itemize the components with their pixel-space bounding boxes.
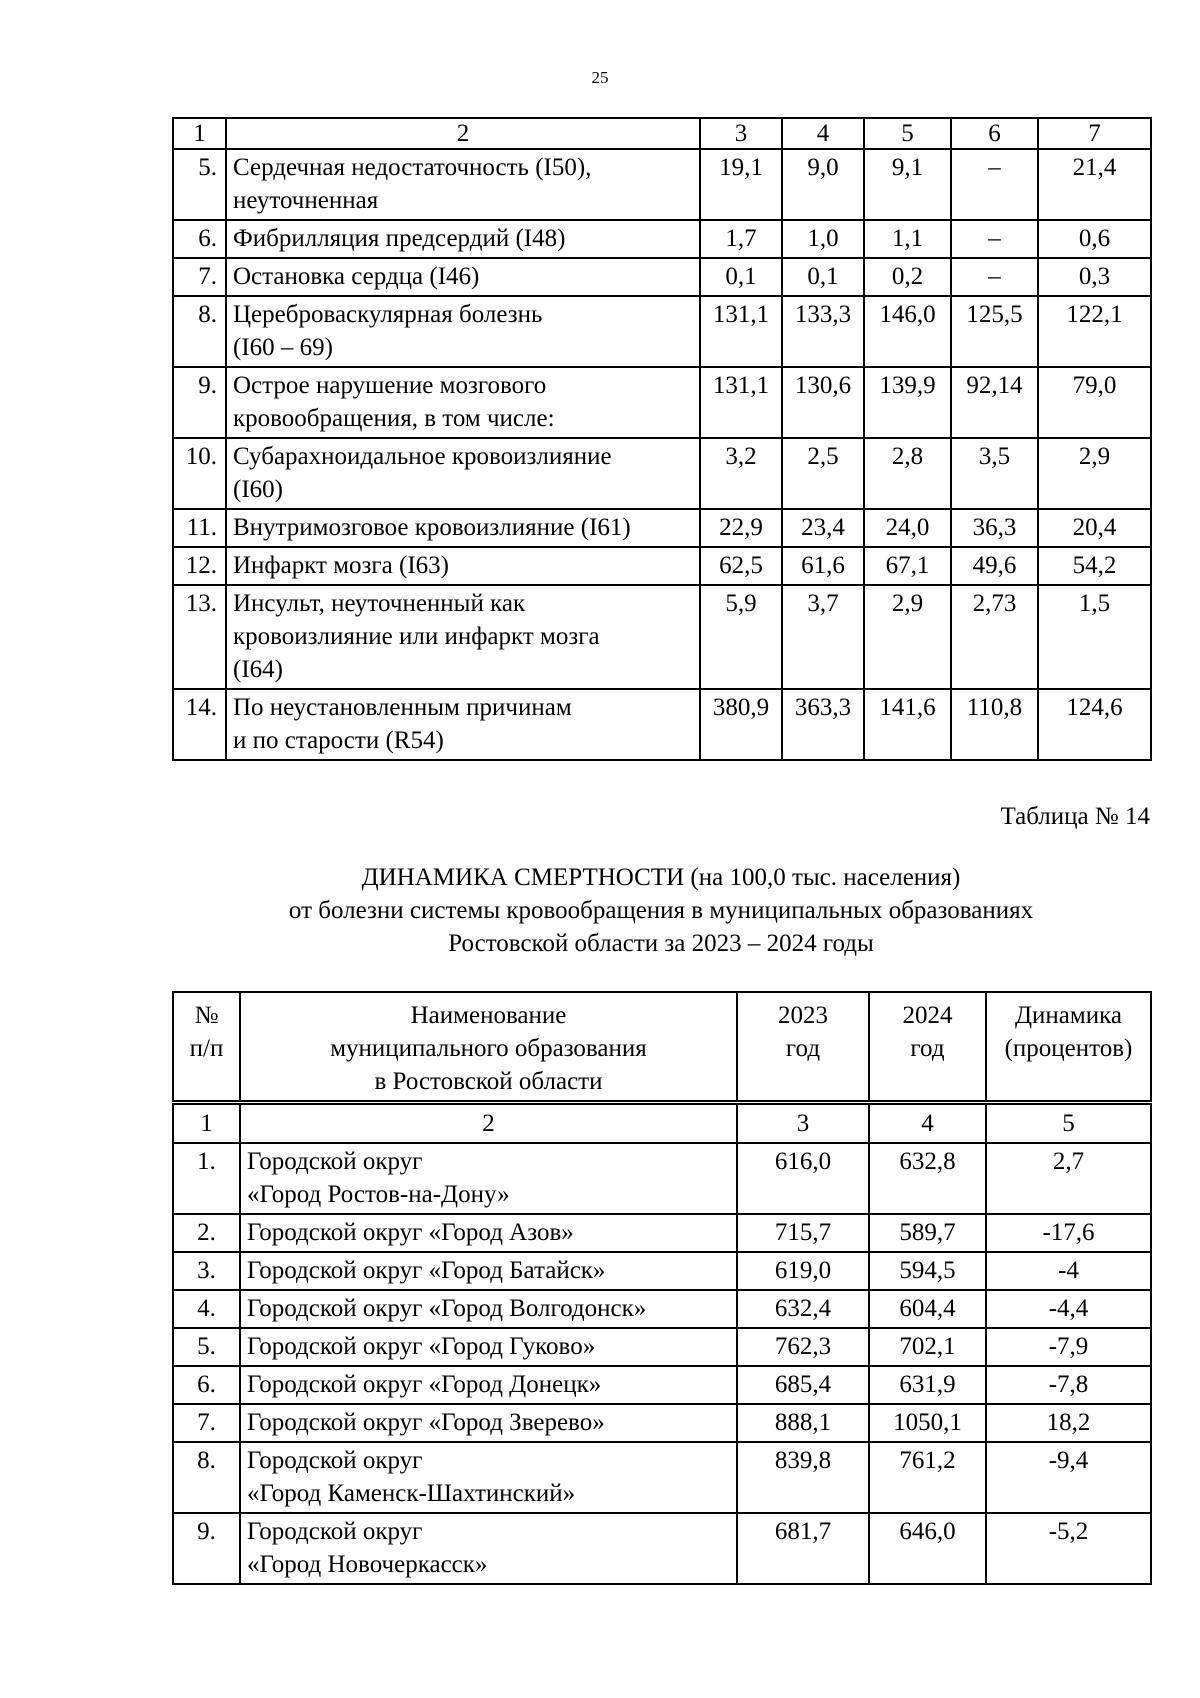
header-year-2023: 2023 год (737, 992, 869, 1103)
value-2023: 681,7 (737, 1513, 869, 1584)
table-row (173, 1252, 1151, 1290)
column-number-row (173, 118, 1151, 149)
value-cell: 9,0 (782, 149, 864, 220)
value-cell: 363,3 (782, 689, 864, 760)
value-cell: 20,4 (1038, 509, 1151, 547)
column-number: 2 (240, 1103, 737, 1144)
mortality-dynamics-table-body (173, 992, 1151, 1584)
value-2024: 761,2 (869, 1442, 986, 1513)
value-cell: 0,6 (1038, 220, 1151, 258)
dynamics-value: -7,8 (986, 1366, 1151, 1404)
table-row (173, 1442, 1151, 1513)
value-2024: 646,0 (869, 1513, 986, 1584)
table-row (173, 367, 1151, 438)
municipality-name: Городской округ «Город Ростов-на-Дону» (240, 1143, 737, 1214)
row-number: 5. (173, 1328, 240, 1366)
value-cell: 131,1 (700, 296, 782, 367)
table-row (173, 438, 1151, 509)
cause-name: Сердечная недостаточность (I50), неуточненная (226, 149, 700, 220)
row-number: 5. (173, 149, 226, 220)
value-cell: 49,6 (951, 547, 1038, 585)
value-cell: 2,8 (864, 438, 951, 509)
table-row (173, 149, 1151, 220)
column-number: 5 (986, 1103, 1151, 1144)
value-cell: 22,9 (700, 509, 782, 547)
value-cell: 3,2 (700, 438, 782, 509)
value-cell: 62,5 (700, 547, 782, 585)
header-municipality: Наименование муниципального образования в Ростовской области (240, 992, 737, 1103)
dynamics-value: 18,2 (986, 1404, 1151, 1442)
column-number: 1 (173, 1103, 240, 1144)
table-row (173, 1143, 1151, 1214)
table-row (173, 585, 1151, 689)
value-cell: 21,4 (1038, 149, 1151, 220)
cause-name: Внутримозговое кровоизлияние (I61) (226, 509, 700, 547)
value-2023: 762,3 (737, 1328, 869, 1366)
value-cell: 0,1 (700, 258, 782, 296)
cause-name: Остановка сердца (I46) (226, 258, 700, 296)
table-row (173, 296, 1151, 367)
header-number: № п/п (173, 992, 240, 1103)
mortality-dynamics-table (172, 991, 1152, 1585)
cause-name: Инфаркт мозга (I63) (226, 547, 700, 585)
value-cell: 5,9 (700, 585, 782, 689)
cause-name: Фибрилляция предсердий (I48) (226, 220, 700, 258)
value-2023: 685,4 (737, 1366, 869, 1404)
table-caption: Таблица № 14 (1000, 803, 1150, 830)
value-2024: 594,5 (869, 1252, 986, 1290)
value-cell: – (951, 220, 1038, 258)
dynamics-value: -7,9 (986, 1328, 1151, 1366)
value-cell: 133,3 (782, 296, 864, 367)
value-cell: 2,9 (864, 585, 951, 689)
column-number: 2 (226, 118, 700, 149)
table-row (173, 1404, 1151, 1442)
row-number: 7. (173, 258, 226, 296)
municipality-name: Городской округ «Город Азов» (240, 1214, 737, 1252)
row-number: 9. (173, 367, 226, 438)
value-cell: 9,1 (864, 149, 951, 220)
municipality-name: Городской округ «Город Каменск-Шахтинский» (240, 1442, 737, 1513)
column-number: 6 (951, 118, 1038, 149)
table-row (173, 1328, 1151, 1366)
municipality-name: Городской округ «Город Батайск» (240, 1252, 737, 1290)
value-cell: 54,2 (1038, 547, 1151, 585)
row-number: 9. (173, 1513, 240, 1584)
municipality-name: Городской округ «Город Новочеркасск» (240, 1513, 737, 1584)
value-2024: 632,8 (869, 1143, 986, 1214)
cause-name: Субарахноидальное кровоизлияние (I60) (226, 438, 700, 509)
dynamics-value: -4 (986, 1252, 1151, 1290)
value-cell: 125,5 (951, 296, 1038, 367)
header-row (173, 992, 1151, 1103)
column-number-row (173, 1103, 1151, 1144)
row-number: 4. (173, 1290, 240, 1328)
row-number: 2. (173, 1214, 240, 1252)
value-cell: 1,0 (782, 220, 864, 258)
column-number: 3 (700, 118, 782, 149)
value-cell: 146,0 (864, 296, 951, 367)
column-number: 3 (737, 1103, 869, 1144)
table-row (173, 1513, 1151, 1584)
value-cell: 61,6 (782, 547, 864, 585)
dynamics-value: -9,4 (986, 1442, 1151, 1513)
table-title (172, 861, 1150, 960)
table-title-line: от болезни системы кровообращения в муниципальных образованиях (288, 897, 1034, 924)
column-number: 4 (782, 118, 864, 149)
row-number: 13. (173, 585, 226, 689)
value-cell: 1,1 (864, 220, 951, 258)
value-cell: 23,4 (782, 509, 864, 547)
value-cell: 24,0 (864, 509, 951, 547)
column-number: 5 (864, 118, 951, 149)
municipality-name: Городской округ «Город Зверево» (240, 1404, 737, 1442)
municipality-name: Городской округ «Город Донецк» (240, 1366, 737, 1404)
row-number: 3. (173, 1252, 240, 1290)
value-cell: 139,9 (864, 367, 951, 438)
table-row (173, 1366, 1151, 1404)
table-title-line: ДИНАМИКА СМЕРТНОСТИ (на 100,0 тыс. населения) (361, 864, 961, 891)
table-row (173, 509, 1151, 547)
value-cell: 36,3 (951, 509, 1038, 547)
value-2023: 888,1 (737, 1404, 869, 1442)
value-2024: 1050,1 (869, 1404, 986, 1442)
cause-name: Инсульт, неуточненный как кровоизлияние или инфаркт мозга (I64) (226, 585, 700, 689)
value-cell: 131,1 (700, 367, 782, 438)
value-2023: 632,4 (737, 1290, 869, 1328)
table-row (173, 689, 1151, 760)
value-2024: 604,4 (869, 1290, 986, 1328)
column-number: 1 (173, 118, 226, 149)
value-cell: 3,5 (951, 438, 1038, 509)
cause-name: Цереброваскулярная болезнь (I60 – 69) (226, 296, 700, 367)
value-cell: 0,3 (1038, 258, 1151, 296)
value-cell: 1,7 (700, 220, 782, 258)
value-cell: 1,5 (1038, 585, 1151, 689)
row-number: 7. (173, 1404, 240, 1442)
value-2024: 589,7 (869, 1214, 986, 1252)
value-2023: 619,0 (737, 1252, 869, 1290)
table-row (173, 1290, 1151, 1328)
row-number: 12. (173, 547, 226, 585)
value-cell: 92,14 (951, 367, 1038, 438)
header-year-2024: 2024 год (869, 992, 986, 1103)
municipality-name: Городской округ «Город Волгодонск» (240, 1290, 737, 1328)
value-cell: 130,6 (782, 367, 864, 438)
cause-name: По неустановленным причинам и по старости (R54) (226, 689, 700, 760)
mortality-causes-table (172, 117, 1152, 761)
dynamics-value: -4,4 (986, 1290, 1151, 1328)
dynamics-value: -5,2 (986, 1513, 1151, 1584)
value-cell: 380,9 (700, 689, 782, 760)
value-cell: 2,73 (951, 585, 1038, 689)
header-dynamics: Динамика (процентов) (986, 992, 1151, 1103)
table-row (173, 547, 1151, 585)
row-number: 8. (173, 1442, 240, 1513)
value-cell: 122,1 (1038, 296, 1151, 367)
value-2023: 715,7 (737, 1214, 869, 1252)
row-number: 8. (173, 296, 226, 367)
row-number: 11. (173, 509, 226, 547)
row-number: 6. (173, 220, 226, 258)
value-cell: 2,9 (1038, 438, 1151, 509)
cause-name: Острое нарушение мозгового кровообращения, в том числе: (226, 367, 700, 438)
value-2024: 702,1 (869, 1328, 986, 1366)
value-cell: 141,6 (864, 689, 951, 760)
value-2023: 616,0 (737, 1143, 869, 1214)
table-row (173, 1214, 1151, 1252)
value-cell: 2,5 (782, 438, 864, 509)
dynamics-value: 2,7 (986, 1143, 1151, 1214)
value-cell: 110,8 (951, 689, 1038, 760)
value-cell: – (951, 258, 1038, 296)
row-number: 10. (173, 438, 226, 509)
value-cell: 0,1 (782, 258, 864, 296)
dynamics-value: -17,6 (986, 1214, 1151, 1252)
mortality-causes-table-body (173, 118, 1151, 760)
municipality-name: Городской округ «Город Гуково» (240, 1328, 737, 1366)
value-2023: 839,8 (737, 1442, 869, 1513)
row-number: 1. (173, 1143, 240, 1214)
page-number: 25 (591, 68, 609, 87)
column-number: 7 (1038, 118, 1151, 149)
table-title-line: Ростовской области за 2023 – 2024 годы (448, 930, 874, 957)
value-cell: 19,1 (700, 149, 782, 220)
value-cell: 67,1 (864, 547, 951, 585)
table-row (173, 220, 1151, 258)
value-cell: 79,0 (1038, 367, 1151, 438)
row-number: 14. (173, 689, 226, 760)
value-cell: 0,2 (864, 258, 951, 296)
row-number: 6. (173, 1366, 240, 1404)
value-cell: 3,7 (782, 585, 864, 689)
value-2024: 631,9 (869, 1366, 986, 1404)
value-cell: 124,6 (1038, 689, 1151, 760)
table-row (173, 258, 1151, 296)
value-cell: – (951, 149, 1038, 220)
column-number: 4 (869, 1103, 986, 1144)
